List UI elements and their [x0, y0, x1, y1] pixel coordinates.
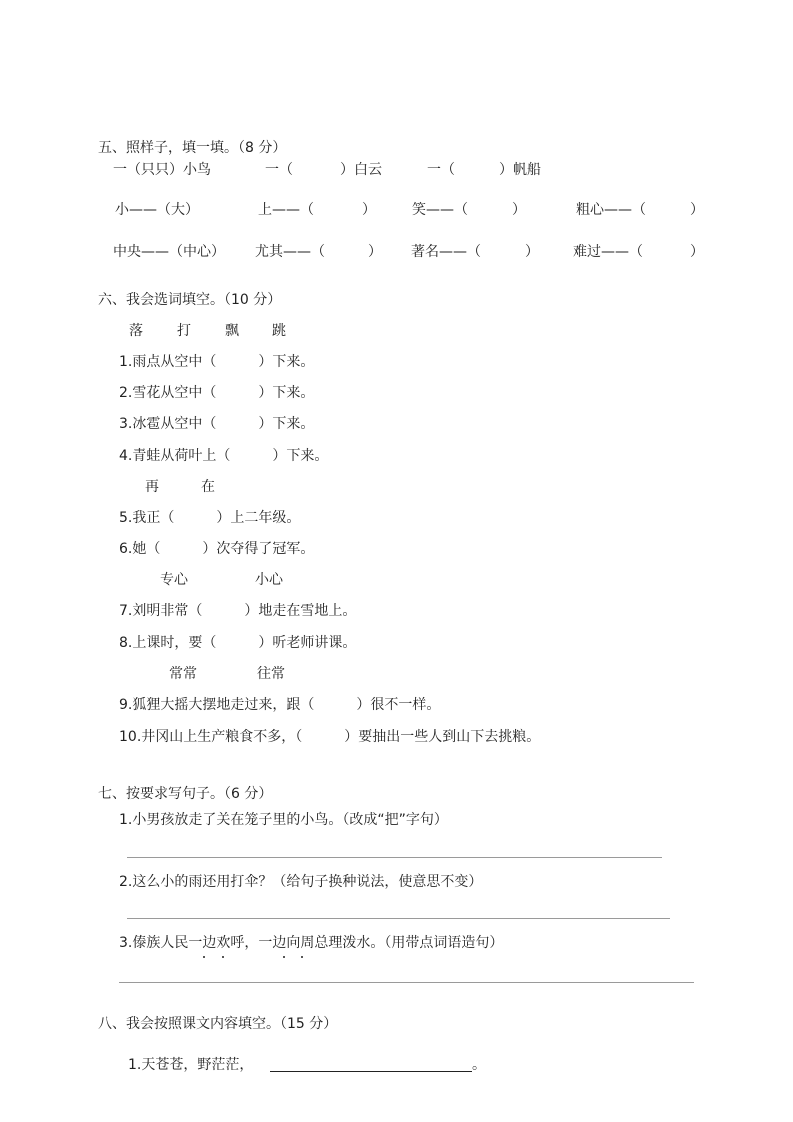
s7-q3: 3.傣族人民一边欢呼，一边向周总理泼水。（用带点词语造句）	[119, 935, 504, 951]
s6-g3-word-1: 专心	[160, 572, 188, 588]
section7-heading: 七、按要求写句子。（6 分）	[98, 786, 273, 802]
s6-q9: 9.狐狸大摇大摆地走过来，跟（ ）很不一样。	[119, 697, 441, 713]
section8-heading: 八、我会按照课文内容填空。（15 分）	[98, 1016, 338, 1032]
s5-r1-example: 一（只只）小鸟	[113, 162, 211, 178]
s6-g3-word-2: 小心	[255, 572, 283, 588]
s6-g4-word-2: 往常	[257, 666, 285, 682]
s5-r3-close-c: ）	[690, 244, 704, 260]
s6-q6: 6.她（ ）次夺得了冠军。	[119, 541, 315, 557]
s6-q3: 3.冰雹从空中（ ）下来。	[119, 416, 315, 432]
s6-g1-word-1: 落	[129, 323, 143, 339]
s5-r2-open-b: 笑——（	[412, 202, 468, 218]
s5-r3-close-a: ）	[368, 244, 382, 260]
s5-r2-open-a: 上——（	[258, 202, 314, 218]
s5-r3-close-b: ）	[525, 244, 539, 260]
s6-g4-word-1: 常常	[169, 666, 197, 682]
s6-g1-word-3: 飘	[225, 323, 239, 339]
section6-heading: 六、我会选词填空。（10 分）	[98, 292, 282, 308]
s7-q1: 1.小男孩放走了关在笼子里的小鸟。（改成“把”字句）	[119, 812, 448, 828]
s5-r2-close-b: ）	[512, 202, 526, 218]
s7-q2: 2.这么小的雨还用打伞？（给句子换种说法，使意思不变）	[119, 874, 483, 890]
s5-r2-close-a: ）	[362, 202, 376, 218]
s5-r3-open-b: 著名——（	[411, 244, 481, 260]
s8-q1-suffix: 。	[472, 1057, 486, 1073]
emphasis-dot	[222, 956, 224, 958]
s7-q1-answer-line[interactable]	[127, 857, 662, 858]
s5-r1-open-b: 一（	[427, 162, 455, 178]
s6-q7: 7.刘明非常（ ）地走在雪地上。	[119, 603, 357, 619]
s6-g2-word-1: 再	[145, 479, 159, 495]
s5-r3-open-c: 难过——（	[573, 244, 643, 260]
emphasis-dot	[203, 956, 205, 958]
s6-g1-word-4: 跳	[272, 323, 286, 339]
s5-r2-example: 小——（大）	[115, 202, 199, 218]
s6-g2-word-2: 在	[201, 479, 215, 495]
s6-q1: 1.雨点从空中（ ）下来。	[119, 354, 315, 370]
s5-r1-close-b: ）帆船	[499, 162, 541, 178]
s6-q8: 8.上课时，要（ ）听老师讲课。	[119, 635, 357, 651]
emphasis-dot	[283, 956, 285, 958]
s8-q1-blank[interactable]	[270, 1071, 472, 1072]
s6-g1-word-2: 打	[177, 323, 191, 339]
s5-r2-open-c: 粗心——（	[576, 202, 646, 218]
s6-q2: 2.雪花从空中（ ）下来。	[119, 385, 315, 401]
s5-r1-open-a: 一（	[265, 162, 293, 178]
section5-heading: 五、照样子，填一填。（8 分）	[98, 140, 287, 156]
emphasis-dot	[301, 956, 303, 958]
s8-q1-prefix: 1.天苍苍，野茫茫，	[128, 1057, 254, 1073]
s7-q2-answer-line[interactable]	[127, 918, 670, 919]
s6-q5: 5.我正（ ）上二年级。	[119, 510, 301, 526]
s6-q10: 10.井冈山上生产粮食不多，（ ）要抽出一些人到山下去挑粮。	[119, 729, 541, 745]
s5-r3-example: 中央——（中心）	[113, 244, 225, 260]
s7-q3-answer-line[interactable]	[119, 982, 694, 983]
s5-r1-close-a: ）白云	[340, 162, 382, 178]
s6-q4: 4.青蛙从荷叶上（ ）下来。	[119, 448, 329, 464]
s5-r2-close-c: ）	[690, 202, 704, 218]
s5-r3-open-a: 尤其——（	[255, 244, 325, 260]
